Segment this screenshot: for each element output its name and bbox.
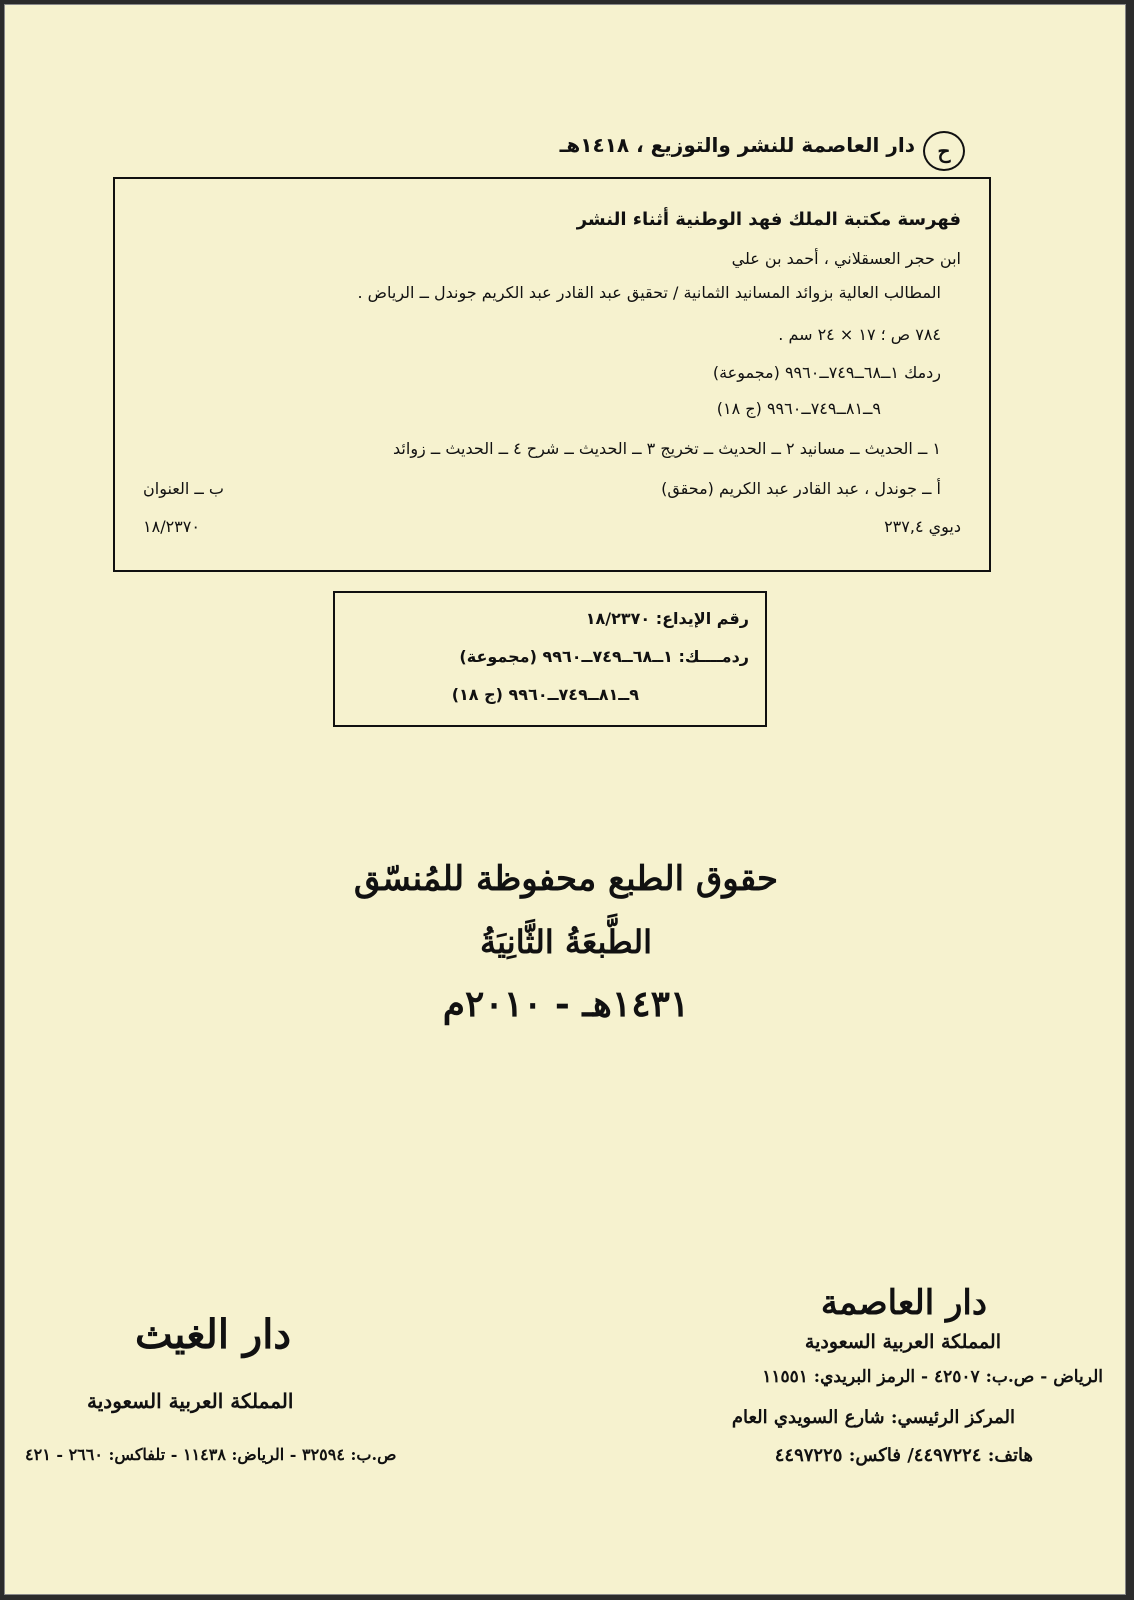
copyright-page	[4, 4, 1126, 1595]
publisher-right-country: المملكة العربية السعودية	[804, 1331, 1001, 1353]
publisher-right-address: الرياض - ص.ب: ٤٢٥٠٧ - الرمز البريدي: ١١٥٥١	[762, 1367, 1103, 1387]
copyright-line: دار العاصمة للنشر والتوزيع ، ١٤١٨هـ	[559, 133, 915, 157]
rights-reserved: حقوق الطبع محفوظة للمُنسّق	[353, 859, 779, 899]
cip-call-number: ١٨/٢٣٧٠	[143, 517, 200, 536]
publisher-left-country: المملكة العربية السعودية	[87, 1389, 294, 1413]
deposit-box	[333, 591, 767, 727]
cip-added-entry-b: ب ــ العنوان	[143, 479, 224, 498]
publisher-right-phone: هاتف: ٤٤٩٧٢٢٤/ فاكس: ٤٤٩٧٢٢٥	[774, 1445, 1033, 1466]
cip-title: فهرسة مكتبة الملك فهد الوطنية أثناء النشر	[576, 209, 961, 230]
cip-added-entry-a: أ ــ جوندل ، عبد القادر عبد الكريم (محقق)	[661, 479, 941, 498]
cip-isbn-set: ردمك ١ــ٦٨ــ٧٤٩ــ٩٩٦٠ (مجموعة)	[712, 363, 941, 382]
publisher-right-center: المركز الرئيسي: شارع السويدي العام	[731, 1407, 1015, 1428]
cip-isbn-volume: ٩ــ٨١ــ٧٤٩ــ٩٩٦٠ (ج ١٨)	[716, 399, 881, 418]
deposit-isbn-set: ردمــــك: ١ــ٦٨ــ٧٤٩ــ٩٩٦٠ (مجموعة)	[459, 647, 749, 666]
cip-subjects: ١ ــ الحديث ــ مسانيد ٢ ــ الحديث ــ تخريج ٣ ــ الحديث ــ شرح ٤ ــ الحديث ــ زوائد	[393, 439, 941, 458]
copyright-symbol: ح	[923, 131, 965, 171]
cip-dewey: ديوي ٢٣٧,٤	[884, 517, 961, 536]
edition-year: ١٤٣١هـ - ٢٠١٠م	[442, 983, 690, 1025]
publisher-left-address: ص.ب: ٣٢٥٩٤ - الرياض: ١١٤٣٨ - تلفاكس: ٢٦٦٠ - ٤٢١	[25, 1445, 397, 1464]
edition-label: الطَّبعَةُ الثَّانِيَةُ	[479, 923, 653, 961]
cip-book-title: المطالب العالية بزوائد المسانيد الثمانية / تحقيق عبد القادر عبد الكريم جوندل ــ الرياض .	[357, 283, 941, 302]
cip-pages: ٧٨٤ ص ؛ ١٧ × ٢٤ سم .	[778, 325, 941, 344]
cataloging-box	[113, 177, 991, 572]
cip-author: ابن حجر العسقلاني ، أحمد بن علي	[731, 249, 961, 268]
publisher-left-name: دار الغيث	[135, 1311, 292, 1358]
deposit-number: رقم الإيداع: ١٨/٢٣٧٠	[585, 609, 749, 628]
deposit-isbn-volume: ٩ــ٨١ــ٧٤٩ــ٩٩٦٠ (ج ١٨)	[451, 685, 639, 704]
publisher-right-name: دار العاصمة	[820, 1283, 987, 1323]
